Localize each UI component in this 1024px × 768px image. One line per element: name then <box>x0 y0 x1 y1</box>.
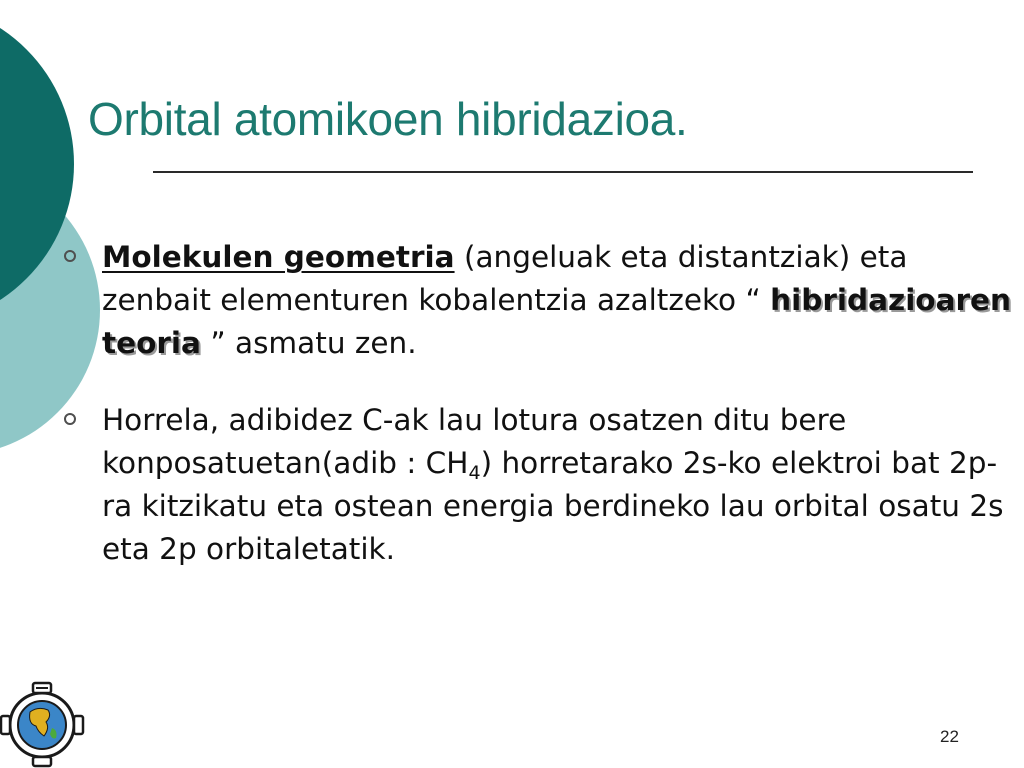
bullet-term: Molekulen geometria <box>102 240 455 274</box>
bullet-term-emphasis: hibridazioaren teoria <box>102 283 1012 360</box>
hollow-circle-bullet-icon <box>64 413 76 425</box>
page-number: 22 <box>940 727 959 746</box>
bullet-text-end: ) horretarako 2s-ko elektroi bat 2p-ra kitzikatu eta ostean energia berdineko lau orbital osatu 2s eta 2p orbitaletatik. <box>102 446 1004 566</box>
slide-title: Orbital atomikoen hibridazioa. <box>88 93 688 145</box>
bullet-item-carbon-example <box>62 399 1012 571</box>
bullet-item-geometry <box>62 236 1012 365</box>
globe-logo-icon <box>0 678 88 768</box>
bullet-text-end: ” asmatu zen. <box>200 326 417 360</box>
bullet-list <box>62 236 1012 571</box>
bullet-text: Horrela, adibidez C-ak lau lotura osatzen ditu bere konposatuetan(adib : CH <box>102 403 847 480</box>
hollow-circle-bullet-icon <box>64 250 76 262</box>
title-divider <box>153 171 973 173</box>
bullet-text: (angeluak eta distantziak) eta zenbait elementuren kobalentzia azaltzeko “ <box>102 240 908 317</box>
formula-subscript: 4 <box>468 462 481 484</box>
